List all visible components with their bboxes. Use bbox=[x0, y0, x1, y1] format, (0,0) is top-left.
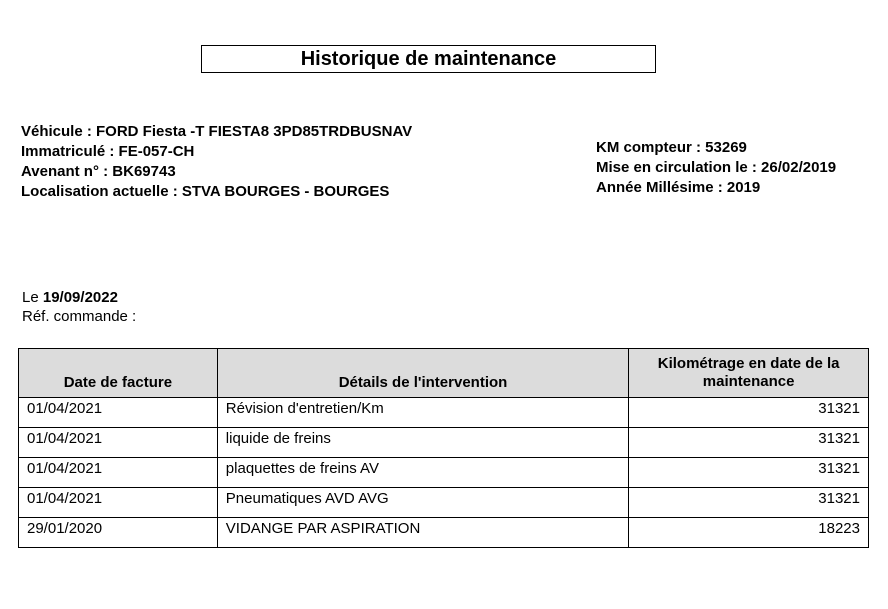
document-date-block bbox=[22, 288, 136, 326]
table-header-row bbox=[19, 349, 869, 398]
invoice-date-cell: 01/04/2021 bbox=[19, 398, 218, 428]
mileage-cell: 31321 bbox=[629, 488, 869, 518]
table-row bbox=[19, 488, 869, 518]
date-prefix: Le bbox=[22, 289, 43, 306]
table-row bbox=[19, 398, 869, 428]
vehicle-model: Véhicule : FORD Fiesta -T FIESTA8 3PD85TRDBUSNAV bbox=[21, 123, 413, 140]
invoice-date-cell: 01/04/2021 bbox=[19, 458, 218, 488]
mileage-cell: 31321 bbox=[629, 458, 869, 488]
odometer: KM compteur : 53269 bbox=[596, 139, 747, 156]
table-row bbox=[19, 428, 869, 458]
intervention-cell: plaquettes de freins AV bbox=[217, 458, 628, 488]
page-title: Historique de maintenance bbox=[201, 45, 656, 73]
mileage-cell: 31321 bbox=[629, 428, 869, 458]
intervention-cell: Pneumatiques AVD AVG bbox=[217, 488, 628, 518]
mileage-cell: 18223 bbox=[629, 518, 869, 548]
model-year: Année Millésime : 2019 bbox=[596, 179, 761, 196]
column-header-invoice-date: Date de facture bbox=[19, 349, 218, 398]
document-date: 19/09/2022 bbox=[42, 289, 118, 306]
table-row bbox=[19, 458, 869, 488]
vehicle-location: Localisation actuelle : STVA BOURGES - BOURGES bbox=[21, 183, 390, 200]
mileage-cell: 31321 bbox=[629, 398, 869, 428]
invoice-date-cell: 29/01/2020 bbox=[19, 518, 218, 548]
vehicle-info bbox=[21, 122, 412, 202]
intervention-cell: VIDANGE PAR ASPIRATION bbox=[217, 518, 628, 548]
intervention-cell: liquide de freins bbox=[217, 428, 628, 458]
column-header-intervention-details: Détails de l'intervention bbox=[217, 349, 628, 398]
vehicle-amendment: Avenant n° : BK69743 bbox=[21, 163, 176, 180]
invoice-date-cell: 01/04/2021 bbox=[19, 428, 218, 458]
maintenance-table bbox=[18, 348, 869, 548]
registration-date: Mise en circulation le : 26/02/2019 bbox=[596, 159, 837, 176]
vehicle-registration: Immatriculé : FE-057-CH bbox=[21, 143, 195, 160]
intervention-cell: Révision d'entretien/Km bbox=[217, 398, 628, 428]
order-reference: Réf. commande : bbox=[22, 308, 137, 325]
invoice-date-cell: 01/04/2021 bbox=[19, 488, 218, 518]
table-row bbox=[19, 518, 869, 548]
column-header-mileage: Kilométrage en date de la maintenance bbox=[629, 349, 869, 398]
vehicle-stats bbox=[596, 138, 836, 198]
